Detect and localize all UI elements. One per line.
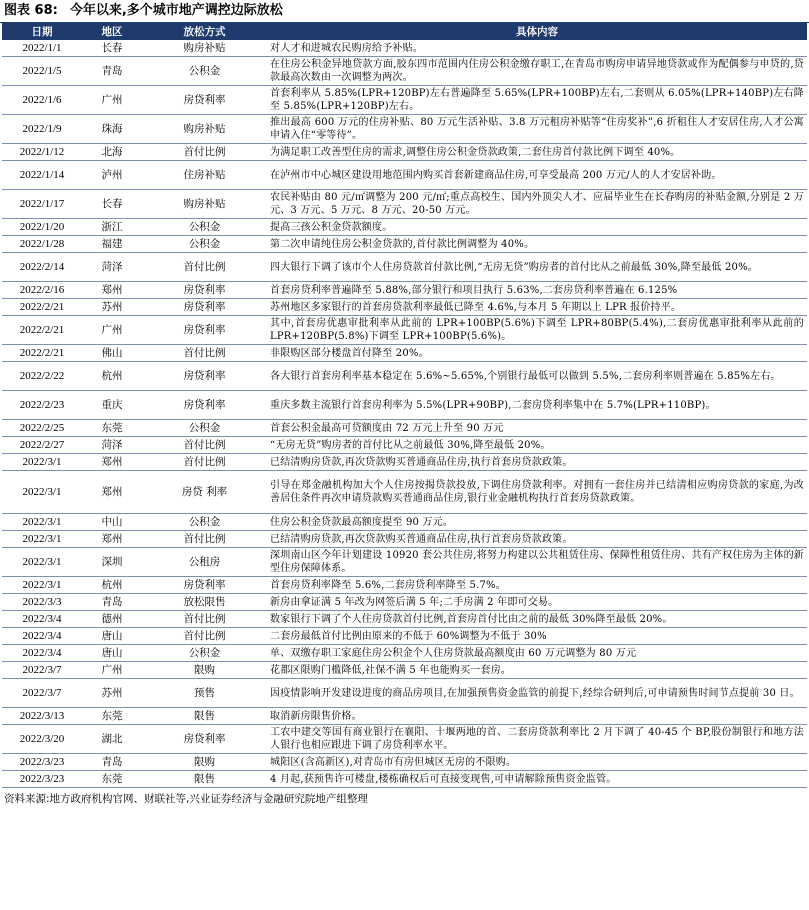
table-row [2, 299, 807, 316]
table-row [2, 594, 807, 611]
cell-date: 2022/3/13 [2, 708, 82, 725]
cell-date: 2022/2/21 [2, 345, 82, 362]
cell-date: 2022/3/1 [2, 471, 82, 514]
table-row [2, 662, 807, 679]
cell-detail: 首套房贷利率降至 5.6%,二套房贷利率降至 5.7%。 [267, 577, 807, 594]
table-row [2, 531, 807, 548]
cell-date: 2022/1/20 [2, 219, 82, 236]
table-row [2, 611, 807, 628]
table-row [2, 236, 807, 253]
cell-region: 苏州 [82, 679, 142, 708]
cell-region: 青岛 [82, 57, 142, 86]
cell-detail: 其中,首套房优惠审批利率从此前的 LPR+100BP(5.6%)下调至 LPR+80BP(5.4%),二套房优惠审批利率从此前的 LPR+120BP(5.8%)下调至 LPR+100BP(5.6%)。 [267, 316, 807, 345]
cell-method: 公租房 [142, 548, 267, 577]
table-row [2, 471, 807, 514]
cell-region: 湖北 [82, 725, 142, 754]
cell-date: 2022/3/4 [2, 611, 82, 628]
cell-detail: 工农中建交等国有商业银行在襄阳、十堰两地的首、二套房贷款利率比 2 月下调了 40-45 个 BP,股份制银行和地方法人银行也相应跟进下调了房贷利率水平。 [267, 725, 807, 754]
table-row [2, 708, 807, 725]
cell-region: 北海 [82, 144, 142, 161]
cell-region: 唐山 [82, 628, 142, 645]
cell-region: 长春 [82, 190, 142, 219]
cell-region: 郑州 [82, 471, 142, 514]
cell-date: 2022/1/12 [2, 144, 82, 161]
cell-method: 房贷 利率 [142, 471, 267, 514]
table-row [2, 253, 807, 282]
cell-method: 首付比例 [142, 531, 267, 548]
cell-detail: 城阳区(含高新区),对青岛市有房但城区无房的不限购。 [267, 754, 807, 771]
cell-detail: 单、双缴存职工家庭住房公积金个人住房贷款最高额度由 60 万元调整为 80 万元 [267, 645, 807, 662]
cell-date: 2022/2/21 [2, 316, 82, 345]
cell-method: 房贷利率 [142, 391, 267, 420]
cell-date: 2022/3/4 [2, 645, 82, 662]
cell-region: 广州 [82, 662, 142, 679]
cell-detail: 农民补贴由 80 元/㎡调整为 200 元/㎡;重点高校生、国内外顶尖人才、应届毕业生在长春购房的补贴金额,分别是 2 万元、3 万元、5 万元、8 万元、20-50 万元。 [267, 190, 807, 219]
cell-date: 2022/1/9 [2, 115, 82, 144]
table-row [2, 628, 807, 645]
cell-date: 2022/1/5 [2, 57, 82, 86]
cell-region: 福建 [82, 236, 142, 253]
cell-region: 郑州 [82, 531, 142, 548]
cell-region: 长春 [82, 40, 142, 57]
cell-detail: 为满足职工改善型住房的需求,调整住房公积金贷款政策,二套住房首付款比例下调至 40%。 [267, 144, 807, 161]
cell-method: 房贷利率 [142, 316, 267, 345]
table-row [2, 548, 807, 577]
cell-date: 2022/1/17 [2, 190, 82, 219]
table-row [2, 771, 807, 788]
cell-method: 首付比例 [142, 345, 267, 362]
cell-method: 首付比例 [142, 628, 267, 645]
cell-method: 公积金 [142, 514, 267, 531]
cell-date: 2022/2/22 [2, 362, 82, 391]
cell-detail: 数家银行下调了个人住房贷款首付比例,首套房首付比由之前的最低 30%降至最低 20%。 [267, 611, 807, 628]
cell-detail: 首套房贷利率普遍降至 5.88%,部分银行和项目执行 5.63%,二套房贷利率普遍在 6.125% [267, 282, 807, 299]
cell-region: 佛山 [82, 345, 142, 362]
cell-detail: 引导在郑金融机构加大个人住房按揭贷款投放,下调住房贷款利率。对拥有一套住房并已结清相应购房贷款的家庭,为改善居住条件再次申请贷款购买普通商品住房,银行业金融机构执行首套房贷款政策。 [267, 471, 807, 514]
cell-date: 2022/1/1 [2, 40, 82, 57]
cell-region: 唐山 [82, 645, 142, 662]
cell-method: 首付比例 [142, 437, 267, 454]
cell-method: 限购 [142, 754, 267, 771]
cell-method: 公积金 [142, 219, 267, 236]
cell-date: 2022/3/3 [2, 594, 82, 611]
cell-date: 2022/2/25 [2, 420, 82, 437]
cell-date: 2022/3/1 [2, 454, 82, 471]
cell-method: 房贷利率 [142, 299, 267, 316]
cell-region: 东莞 [82, 771, 142, 788]
cell-detail: 重庆多数主流银行首套房利率为 5.5%(LPR+90BP),二套房贷利率集中在 5.7%(LPR+110BP)。 [267, 391, 807, 420]
cell-region: 东莞 [82, 708, 142, 725]
cell-region: 青岛 [82, 754, 142, 771]
cell-detail: 4 月起,获预售许可楼盘,楼栋确权后可直接变现售,可申请解除预售资金监管。 [267, 771, 807, 788]
cell-region: 泸州 [82, 161, 142, 190]
cell-method: 公积金 [142, 236, 267, 253]
cell-region: 苏州 [82, 299, 142, 316]
cell-method: 首付比例 [142, 454, 267, 471]
cell-region: 郑州 [82, 454, 142, 471]
cell-date: 2022/3/7 [2, 662, 82, 679]
cell-method: 房贷利率 [142, 86, 267, 115]
cell-method: 公积金 [142, 57, 267, 86]
table-row [2, 645, 807, 662]
table-row [2, 161, 807, 190]
cell-date: 2022/3/1 [2, 531, 82, 548]
table-row [2, 345, 807, 362]
cell-detail: 在住房公积金异地贷款方面,胶东四市范围内住房公积金缴存职工,在青岛市购房申请异地贷款或作为配偶参与申贷的,贷款最高次数由一次调整为两次。 [267, 57, 807, 86]
cell-method: 房贷利率 [142, 725, 267, 754]
table-row [2, 86, 807, 115]
cell-detail: 推出最高 600 万元的住房补贴、80 万元生活补贴、3.8 万元租房补贴等“住房奖补”,6 折租住人才安居住房,人才公寓申请入住“零等待”。 [267, 115, 807, 144]
cell-date: 2022/1/6 [2, 86, 82, 115]
cell-date: 2022/1/14 [2, 161, 82, 190]
cell-method: 住房补贴 [142, 161, 267, 190]
cell-region: 广州 [82, 86, 142, 115]
cell-detail: 取消新房限售价格。 [267, 708, 807, 725]
cell-date: 2022/2/21 [2, 299, 82, 316]
table-row [2, 577, 807, 594]
cell-method: 购房补贴 [142, 190, 267, 219]
cell-method: 购房补贴 [142, 115, 267, 144]
cell-date: 2022/2/27 [2, 437, 82, 454]
cell-detail: 第二次申请纯住房公积金贷款的,首付款比例调整为 40%。 [267, 236, 807, 253]
cell-region: 深圳 [82, 548, 142, 577]
cell-method: 首付比例 [142, 253, 267, 282]
cell-date: 2022/3/23 [2, 771, 82, 788]
cell-method: 限购 [142, 662, 267, 679]
cell-date: 2022/3/7 [2, 679, 82, 708]
table-row [2, 57, 807, 86]
cell-detail: 首套利率从 5.85%(LPR+120BP)左右普遍降至 5.65%(LPR+100BP)左右,二套则从 6.05%(LPR+140BP)左右降至 5.85%(LPR+120BP)左右。 [267, 86, 807, 115]
table-row [2, 391, 807, 420]
cell-date: 2022/2/14 [2, 253, 82, 282]
cell-method: 房贷利率 [142, 577, 267, 594]
table-row [2, 420, 807, 437]
cell-region: 青岛 [82, 594, 142, 611]
table-row [2, 437, 807, 454]
table-row [2, 679, 807, 708]
cell-detail: “无房无贷”购房者的首付比从之前最低 30%,降至最低 20%。 [267, 437, 807, 454]
table-row [2, 316, 807, 345]
cell-detail: 四大银行下调了该市个人住房贷款首付款比例,“无房无贷”购房者的首付比从之前最低 30%,降至最低 20%。 [267, 253, 807, 282]
table-row [2, 514, 807, 531]
cell-region: 郑州 [82, 282, 142, 299]
cell-detail: 在泸州市中心城区建设用地范围内购买首套新建商品住房,可享受最高 200 万元/人的人才安居补助。 [267, 161, 807, 190]
cell-detail: 已结清购房贷款,再次贷款购买普通商品住房,执行首套房贷款政策。 [267, 454, 807, 471]
cell-method: 限售 [142, 771, 267, 788]
cell-detail: 住房公积金贷款最高额度提至 90 万元。 [267, 514, 807, 531]
cell-detail: 提高三孩公积金贷款额度。 [267, 219, 807, 236]
header-method: 放松方式 [142, 23, 267, 40]
cell-region: 浙江 [82, 219, 142, 236]
cell-detail: 非限购区部分楼盘首付降至 20%。 [267, 345, 807, 362]
cell-date: 2022/3/1 [2, 577, 82, 594]
table-header [2, 23, 807, 40]
table-row [2, 725, 807, 754]
cell-detail: 已结清购房贷款,再次贷款购买普通商品住房,执行首套房贷款政策。 [267, 531, 807, 548]
cell-detail: 新房由拿证满 5 年改为网签后满 5 年;二手房满 2 年即可交易。 [267, 594, 807, 611]
cell-date: 2022/3/1 [2, 514, 82, 531]
figure-title [0, 0, 809, 23]
cell-detail: 花都区限购门槛降低,社保不满 5 年也能购买一套房。 [267, 662, 807, 679]
cell-date: 2022/3/1 [2, 548, 82, 577]
cell-region: 德州 [82, 611, 142, 628]
table-row [2, 362, 807, 391]
header-region: 地区 [82, 23, 142, 40]
cell-method: 购房补贴 [142, 40, 267, 57]
cell-method: 预售 [142, 679, 267, 708]
header-detail: 具体内容 [267, 23, 807, 40]
cell-date: 2022/2/16 [2, 282, 82, 299]
table-row [2, 40, 807, 57]
cell-date: 2022/3/20 [2, 725, 82, 754]
table-row [2, 754, 807, 771]
cell-detail: 因疫情影响开发建设进度的商品房项目,在加强预售资金监管的前提下,经综合研判后,可申请预售时间节点提前 30 日。 [267, 679, 807, 708]
header-date: 日期 [2, 23, 82, 40]
table-row [2, 144, 807, 161]
cell-method: 公积金 [142, 420, 267, 437]
cell-region: 中山 [82, 514, 142, 531]
cell-date: 2022/3/23 [2, 754, 82, 771]
cell-region: 杭州 [82, 577, 142, 594]
cell-method: 首付比例 [142, 144, 267, 161]
cell-date: 2022/1/28 [2, 236, 82, 253]
cell-method: 房贷利率 [142, 282, 267, 299]
table-row [2, 454, 807, 471]
figure-label: 图表 68: [4, 3, 58, 18]
cell-region: 菏泽 [82, 253, 142, 282]
cell-detail: 首套公积金最高可贷额度由 72 万元上升至 90 万元 [267, 420, 807, 437]
table-row [2, 219, 807, 236]
table-row [2, 282, 807, 299]
cell-region: 杭州 [82, 362, 142, 391]
cell-method: 限售 [142, 708, 267, 725]
cell-detail: 深圳南山区今年计划建设 10920 套公共住房,将努力构建以公共租赁住房、保障性租赁住房、共有产权住房为主体的新型住房保障体系。 [267, 548, 807, 577]
cell-date: 2022/2/23 [2, 391, 82, 420]
cell-region: 珠海 [82, 115, 142, 144]
policy-table [2, 23, 807, 788]
source-note: 资料来源:地方政府机构官网、财联社等,兴业证券经济与金融研究院地产组整理 [4, 793, 368, 805]
cell-method: 公积金 [142, 645, 267, 662]
figure-text: 今年以来,多个城市地产调控边际放松 [69, 3, 283, 18]
cell-region: 菏泽 [82, 437, 142, 454]
cell-detail: 二套房最低首付比例由原来的不低于 60%调整为不低于 30% [267, 628, 807, 645]
cell-region: 重庆 [82, 391, 142, 420]
table-row [2, 115, 807, 144]
cell-region: 广州 [82, 316, 142, 345]
cell-method: 放松限售 [142, 594, 267, 611]
cell-detail: 各大银行首套房利率基本稳定在 5.6%~5.65%,个别银行最低可以做到 5.5%,二套房利率则普遍在 5.85%左右。 [267, 362, 807, 391]
cell-method: 房贷利率 [142, 362, 267, 391]
cell-detail: 对人才和进城农民购房给予补贴。 [267, 40, 807, 57]
table-row [2, 190, 807, 219]
cell-method: 首付比例 [142, 611, 267, 628]
cell-date: 2022/3/4 [2, 628, 82, 645]
cell-detail: 苏州地区多家银行的首套房贷款利率最低已降至 4.6%,与本月 5 年期以上 LPR 报价持平。 [267, 299, 807, 316]
cell-region: 东莞 [82, 420, 142, 437]
